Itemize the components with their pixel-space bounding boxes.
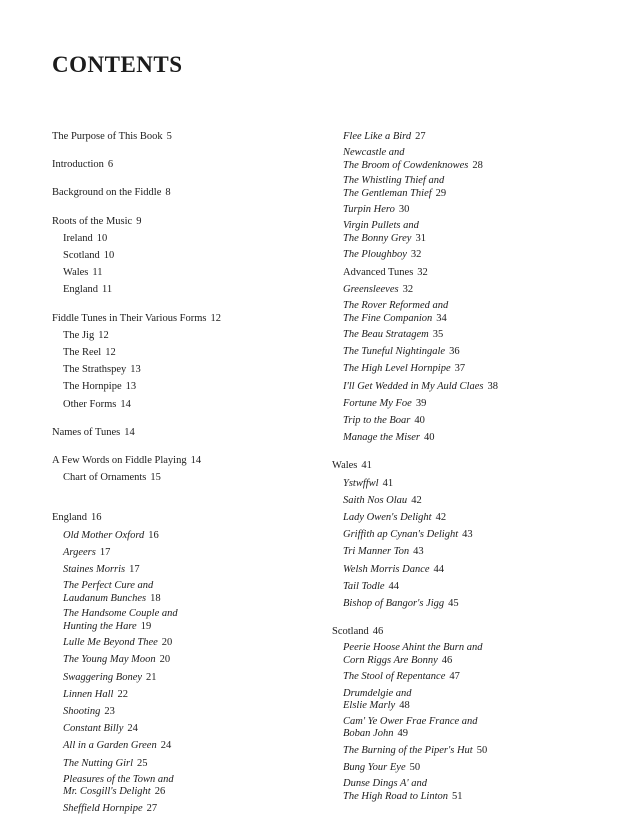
toc-entry-title: Other Forms — [63, 398, 117, 410]
contents-column-right — [332, 130, 592, 803]
toc-entry — [52, 688, 322, 702]
toc-entry — [52, 346, 322, 360]
toc-entry-page: 42 — [411, 494, 422, 506]
toc-entry — [52, 158, 322, 172]
toc-entry-title: Saith Nos Olau — [343, 494, 408, 506]
toc-entry — [52, 249, 322, 263]
toc-entry — [332, 563, 592, 577]
toc-entry-page: 27 — [415, 131, 426, 142]
toc-entry-title: Swaggering Boney — [63, 671, 143, 683]
toc-entry — [332, 597, 592, 611]
toc-entry-title: The High Level Hornpipe — [343, 363, 451, 375]
toc-entry — [52, 636, 322, 650]
toc-entry-page: 29 — [435, 187, 447, 199]
toc-entry-page: 43 — [413, 546, 424, 558]
toc-entry-title: Staines Morris — [63, 564, 126, 576]
toc-entry-page: 13 — [130, 364, 141, 376]
toc-entry — [332, 580, 592, 594]
toc-entry-title: Tail Todle — [343, 580, 385, 592]
toc-entry — [52, 671, 322, 685]
toc-entry-title: Linnen Hall — [63, 688, 114, 700]
toc-entry-page: 11 — [102, 284, 113, 296]
toc-entry-title-line2: The Fine Companion — [343, 312, 433, 324]
toc-entry — [52, 329, 322, 343]
toc-entry-title: The Purpose of This Book — [52, 131, 163, 142]
toc-entry — [332, 300, 592, 325]
toc-entry — [332, 477, 592, 491]
toc-entry-page: 43 — [462, 529, 473, 541]
toc-entry — [332, 345, 592, 359]
toc-entry-title: Names of Tunes — [52, 426, 121, 438]
toc-entry — [332, 362, 592, 376]
toc-entry-page: 41 — [361, 460, 372, 472]
toc-entry — [52, 705, 322, 719]
toc-entry-title-line2: Laudanum Bunches — [63, 592, 147, 604]
toc-entry-title: The Burning of the Piper's Hut — [343, 744, 473, 756]
contents-column-left — [52, 130, 322, 816]
toc-entry — [52, 511, 322, 525]
toc-entry-title-line2: Hunting the Hare — [63, 620, 137, 632]
toc-entry-title: Dunse Dings A' and — [343, 778, 428, 790]
toc-entry-title: The Strathspey — [63, 364, 127, 376]
toc-entry-page: 42 — [435, 512, 447, 524]
toc-entry-page: 19 — [140, 620, 152, 632]
toc-entry-page: 47 — [449, 671, 460, 683]
toc-entry-title: Shooting — [63, 706, 101, 718]
toc-entry-title: The Handsome Couple and — [63, 608, 178, 620]
toc-entry-page: 50 — [476, 744, 488, 756]
toc-entry-page: 30 — [398, 204, 410, 216]
toc-entry-page: 36 — [449, 346, 460, 358]
toc-entry-title-line2: The High Road to Linton — [343, 790, 449, 802]
toc-entry-title: Background on the Fiddle — [52, 187, 162, 199]
toc-entry-page: 20 — [159, 654, 171, 666]
toc-entry-page: 17 — [129, 564, 140, 576]
page-title: CONTENTS — [52, 52, 183, 77]
toc-entry-title: Newcastle and — [343, 147, 405, 159]
toc-entry-page: 32 — [402, 283, 414, 295]
toc-entry-title-line2: The Broom of Cowdenknowes — [343, 159, 469, 171]
toc-entry-title: I'll Get Wedded in My Auld Claes — [343, 380, 484, 392]
toc-entry-page: 17 — [99, 546, 111, 558]
toc-entry-page: 6 — [107, 159, 114, 171]
toc-entry — [332, 642, 592, 667]
toc-entry-page: 50 — [409, 761, 421, 773]
toc-entry — [332, 397, 592, 411]
toc-entry-page: 20 — [161, 637, 173, 649]
toc-entry-title: Ystwffwl — [343, 477, 379, 489]
toc-entry — [332, 203, 592, 217]
toc-entry-page: 35 — [432, 329, 444, 341]
toc-entry — [52, 380, 322, 394]
toc-entry — [332, 625, 592, 639]
toc-entry-title: The Tuneful Nightingale — [343, 346, 446, 358]
toc-entry-page: 51 — [452, 790, 463, 802]
toc-entry — [332, 670, 592, 684]
toc-entry-page: 28 — [472, 159, 483, 171]
toc-entry-page: 44 — [433, 563, 445, 575]
toc-entry-page: 14 — [120, 398, 131, 410]
toc-entry-page: 46 — [372, 626, 384, 638]
toc-entry — [52, 232, 322, 246]
toc-entry-page: 34 — [436, 312, 447, 324]
toc-entry-page: 37 — [454, 363, 466, 375]
toc-entry-title: The Whistling Thief and — [343, 175, 445, 187]
toc-entry-page: 16 — [148, 529, 159, 541]
toc-entry-title: Scotland — [332, 626, 369, 638]
toc-entry-title: Chart of Ornaments — [63, 472, 147, 484]
toc-entry — [52, 757, 322, 771]
toc-entry-page: 22 — [117, 688, 128, 700]
toc-entry-title: Lulle Me Beyond Thee — [63, 637, 158, 649]
toc-entry — [52, 363, 322, 377]
toc-entry-page: 49 — [397, 728, 408, 740]
toc-entry-title: Fiddle Tunes in Their Various Forms — [52, 312, 207, 324]
toc-entry-title: Welsh Morris Dance — [343, 563, 430, 575]
toc-entry — [332, 266, 592, 280]
toc-entry-title: England — [63, 284, 98, 296]
toc-entry — [52, 312, 322, 326]
toc-entry — [52, 426, 322, 440]
toc-entry-page: 45 — [448, 598, 459, 610]
toc-entry-page: 5 — [166, 131, 172, 142]
toc-entry-title: Lady Owen's Delight — [343, 512, 432, 524]
toc-entry-title-line2: The Bonny Grey — [343, 232, 412, 244]
toc-entry-title: The Reel — [63, 347, 102, 359]
toc-entry-title-line2: Mr. Cosgill's Delight — [63, 786, 151, 798]
toc-entry — [332, 716, 592, 741]
toc-entry — [52, 266, 322, 280]
toc-entry-title: A Few Words on Fiddle Playing — [52, 455, 187, 467]
toc-entry-title: Greensleeves — [343, 283, 399, 295]
toc-entry — [332, 528, 592, 542]
toc-entry — [332, 380, 592, 394]
toc-entry-page: 15 — [150, 472, 161, 484]
toc-entry — [332, 511, 592, 525]
toc-entry-title: Pleasures of the Town and — [63, 773, 174, 785]
toc-entry-title: Introduction — [52, 159, 104, 171]
toc-entry — [52, 722, 322, 736]
toc-entry-page: 12 — [98, 329, 109, 341]
toc-entry-page: 24 — [160, 740, 172, 752]
toc-entry-page: 40 — [423, 432, 435, 444]
toc-entry-page: 12 — [210, 312, 222, 324]
toc-entry — [52, 653, 322, 667]
toc-entry-title: The Perfect Cure and — [63, 580, 154, 592]
toc-entry-page: 21 — [146, 671, 157, 683]
toc-entry-page: 13 — [125, 381, 137, 393]
toc-entry — [332, 175, 592, 200]
toc-entry-page: 48 — [399, 700, 410, 712]
toc-entry-title: The Nutting Girl — [63, 757, 134, 769]
toc-entry-title: Sheffield Hornpipe — [63, 802, 143, 814]
toc-entry-title: Bishop of Bangor's Jigg — [343, 598, 445, 610]
toc-entry — [332, 761, 592, 775]
toc-entry-title-line2: Boban John — [343, 728, 394, 740]
toc-entry-page: 26 — [154, 786, 166, 798]
toc-entry-title-line2: Elslie Marly — [343, 700, 396, 712]
toc-entry-title: The Hornpipe — [63, 381, 122, 393]
toc-entry — [52, 802, 322, 816]
toc-entry-page: 8 — [165, 187, 171, 199]
toc-entry-page: 12 — [105, 347, 116, 359]
toc-entry-page: 10 — [103, 250, 115, 262]
toc-entry — [332, 328, 592, 342]
toc-entry — [52, 471, 322, 485]
toc-entry — [52, 215, 322, 229]
toc-entry — [52, 130, 322, 144]
toc-entry — [332, 494, 592, 508]
toc-entry-title: Virgin Pullets and — [343, 220, 419, 232]
toc-entry — [52, 739, 322, 753]
toc-entry — [52, 580, 322, 605]
toc-entry-page: 14 — [190, 455, 202, 467]
toc-entry-page: 38 — [487, 380, 498, 392]
toc-entry-page: 18 — [150, 592, 161, 604]
toc-entry-page: 32 — [410, 249, 422, 261]
toc-entry-title: Cam' Ye Ower Frae France and — [343, 715, 478, 727]
toc-entry-page: 46 — [441, 654, 453, 666]
toc-entry-title: England — [52, 512, 87, 524]
toc-entry-title: Scotland — [63, 250, 100, 262]
toc-entry — [332, 283, 592, 297]
toc-entry-title: Drumdelgie and — [343, 687, 412, 699]
toc-entry-page: 41 — [382, 477, 394, 489]
toc-entry-page: 25 — [137, 757, 148, 769]
toc-entry — [332, 744, 592, 758]
toc-entry — [332, 431, 592, 445]
toc-entry-title: Peerie Hoose Ahint the Burn and — [343, 642, 483, 654]
toc-entry-page: 27 — [146, 802, 158, 814]
toc-entry-title-line2: Corn Riggs Are Bonny — [343, 654, 438, 666]
toc-entry-page: 44 — [388, 580, 400, 592]
toc-entry-title: The Rover Reformed and — [343, 300, 449, 312]
toc-entry-page: 31 — [415, 232, 426, 244]
toc-entry-page: 11 — [92, 267, 103, 279]
toc-entry — [332, 414, 592, 428]
toc-entry-title: Manage the Miser — [343, 432, 420, 444]
toc-entry — [332, 248, 592, 262]
toc-entry — [52, 529, 322, 543]
toc-entry — [52, 774, 322, 799]
toc-entry-page: 14 — [124, 426, 135, 438]
toc-entry-title: Turpin Hero — [343, 204, 395, 216]
toc-entry-page: 24 — [127, 723, 138, 735]
toc-entry — [332, 130, 592, 144]
toc-entry — [332, 220, 592, 245]
toc-entry-title: Wales — [63, 267, 89, 279]
toc-entry-title-line2: The Gentleman Thief — [343, 187, 432, 199]
toc-entry — [332, 688, 592, 713]
toc-entry-title: Roots of the Music — [52, 215, 133, 227]
toc-entry-title: Griffith ap Cynan's Delight — [343, 529, 459, 541]
toc-entry — [52, 454, 322, 468]
toc-entry — [52, 186, 322, 200]
toc-entry-page: 39 — [415, 397, 427, 409]
toc-entry-title: Bung Your Eye — [343, 761, 406, 773]
toc-entry-page: 9 — [136, 215, 142, 227]
toc-entry-title: Advanced Tunes — [343, 266, 414, 278]
toc-entry — [332, 147, 592, 172]
toc-entry — [52, 398, 322, 412]
toc-entry-title: All in a Garden Green — [63, 740, 157, 752]
toc-entry — [332, 459, 592, 473]
toc-entry-title: Constant Billy — [63, 723, 124, 735]
toc-entry — [332, 545, 592, 559]
toc-entry-page: 10 — [96, 232, 108, 244]
toc-entry-page: 23 — [104, 706, 115, 718]
toc-entry-title: The Jig — [63, 329, 95, 341]
toc-entry — [52, 283, 322, 297]
toc-entry-page: 40 — [414, 415, 425, 427]
toc-entry-title: The Ploughboy — [343, 249, 407, 261]
toc-entry-title: The Beau Stratagem — [343, 329, 429, 341]
toc-entry-title: Wales — [332, 460, 358, 472]
toc-entry-page: 32 — [417, 266, 428, 278]
toc-entry-title: Tri Manner Ton — [343, 546, 410, 558]
toc-entry — [52, 546, 322, 560]
toc-entry-title: Trip to the Boar — [343, 415, 411, 427]
toc-entry — [52, 608, 322, 633]
toc-entry-title: The Young May Moon — [63, 654, 156, 666]
toc-entry-title: Old Mother Oxford — [63, 529, 145, 541]
toc-entry-title: Ireland — [63, 232, 93, 244]
toc-entry-title: The Stool of Repentance — [343, 671, 446, 683]
toc-entry-page: 16 — [91, 512, 102, 524]
toc-entry-title: Argeers — [63, 546, 96, 558]
toc-entry — [332, 778, 592, 803]
toc-entry-title: Flee Like a Bird — [343, 131, 412, 142]
toc-entry-title: Fortune My Foe — [343, 397, 412, 409]
toc-entry — [52, 563, 322, 577]
